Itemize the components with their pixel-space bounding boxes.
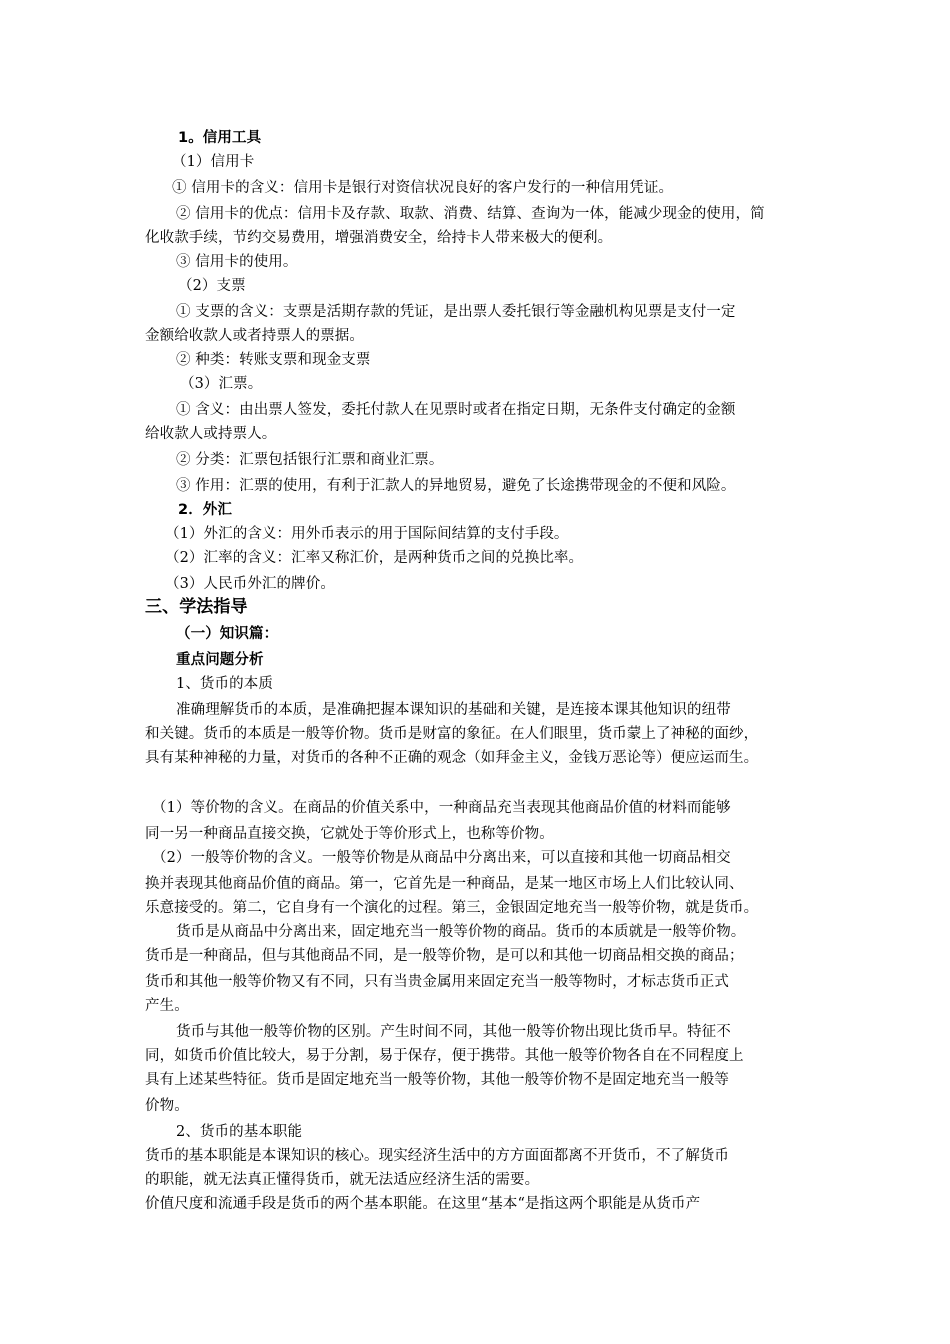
text-line: ① 信用卡的含义：信用卡是银行对资信状况良好的客户发行的一种信用凭证。 xyxy=(172,180,674,196)
text-line: 同，如货币价值比较大，易于分割，易于保存，便于携带。其他一般等价物各自在不同程度上 xyxy=(145,1048,744,1064)
text-line: 货币是一种商品，但与其他商品不同，是一般等价物，是可以和其他一切商品相交换的商品； xyxy=(145,948,744,964)
text-line: 准确理解货币的本质，是准确把握本课知识的基础和关键，是连接本课其他知识的纽带 xyxy=(176,702,731,718)
heading-credit-tools: 1。信用工具 xyxy=(178,130,262,146)
text-line: （1）外汇的含义：用外币表示的用于国际间结算的支付手段。 xyxy=(165,526,569,542)
text-line: 货币和其他一般等价物又有不同，只有当贵金属用来固定充当一般等物时，才标志货币正式 xyxy=(145,974,729,990)
subsection-heading: 重点问题分析 xyxy=(176,652,264,668)
text-line: ② 分类：汇票包括银行汇票和商业汇票。 xyxy=(176,452,444,468)
text-line: 货币的基本职能是本课知识的核心。现实经济生活中的方方面面都离不开货币，不了解货币 xyxy=(145,1148,729,1164)
text-line: 同一另一种商品直接交换，它就处于等价形式上，也称等价物。 xyxy=(145,826,554,842)
topic-heading: 2、货币的基本职能 xyxy=(176,1124,303,1140)
text-line: 产生。 xyxy=(145,998,189,1014)
text-line: （2）一般等价物的含义。一般等价物是从商品中分离出来，可以直接和其他一切商品相交 xyxy=(152,850,731,866)
text-line: 化收款手续，节约交易费用，增强消费安全，给持卡人带来极大的便利。 xyxy=(145,230,613,246)
text-line: （3）人民币外汇的牌价。 xyxy=(165,576,335,592)
text-line: 货币是从商品中分离出来，固定地充当一般等价物的商品。货币的本质就是一般等价物。 xyxy=(176,924,746,940)
text-line: ③ 信用卡的使用。 xyxy=(176,254,298,270)
text-line: 价物。 xyxy=(145,1098,189,1114)
text-line: ③ 作用：汇票的使用，有利于汇款人的异地贸易，避免了长途携带现金的不便和风险。 xyxy=(176,478,736,494)
text-line: 货币与其他一般等价物的区别。产生时间不同，其他一般等价物出现比货币早。特征不 xyxy=(176,1024,731,1040)
text-line: ① 支票的含义：支票是活期存款的凭证，是出票人委托银行等金融机构见票是支付一定 xyxy=(176,304,736,320)
section-heading: 三、学法指导 xyxy=(145,597,248,617)
subheading-check: （2）支票 xyxy=(178,278,246,294)
text-line: 和关键。货币的本质是一般等价物。货币是财富的象征。在人们眼里，货币蒙上了神秘的面纱， xyxy=(145,726,759,742)
text-line: ① 含义：由出票人签发，委托付款人在见票时或者在指定日期，无条件支付确定的金额 xyxy=(176,402,736,418)
text-line: 金额给收款人或者持票人的票据。 xyxy=(145,328,364,344)
text-line: （1）等价物的含义。在商品的价值关系中，一种商品充当表现其他商品价值的材料而能够 xyxy=(152,800,731,816)
text-line: ② 信用卡的优点：信用卡及存款、取款、消费、结算、查询为一体，能减少现金的使用，简 xyxy=(176,206,765,222)
text-line: 具有上述某些特征。货币是固定地充当一般等价物，其他一般等价物不是固定地充当一般等 xyxy=(145,1072,729,1088)
subheading-credit-card: （1）信用卡 xyxy=(172,154,255,170)
heading-foreign-exchange: 2．外汇 xyxy=(178,502,232,518)
topic-heading: 1、货币的本质 xyxy=(176,676,273,692)
text-line: 给收款人或持票人。 xyxy=(145,426,277,442)
text-line: 乐意接受的。第二，它自身有一个演化的过程。第三，金银固定地充当一般等价物，就是货币。 xyxy=(145,900,759,916)
text-line: 的职能，就无法真正懂得货币，就无法适应经济生活的需要。 xyxy=(145,1172,540,1188)
subheading-draft: （3）汇票。 xyxy=(180,376,263,392)
subsection-heading: （一）知识篇： xyxy=(176,626,279,642)
text-line: 具有某种神秘的力量，对货币的各种不正确的观念（如拜金主义，金钱万恶论等）便应运而生。 xyxy=(145,750,759,766)
text-line: （2）汇率的含义：汇率又称汇价，是两种货币之间的兑换比率。 xyxy=(165,550,584,566)
text-line: 价值尺度和流通手段是货币的两个基本职能。在这里“基本“是指这两个职能是从货币产 xyxy=(145,1196,701,1212)
text-line: ② 种类：转账支票和现金支票 xyxy=(176,352,371,368)
text-line: 换并表现其他商品价值的商品。第一，它首先是一种商品，是某一地区市场上人们比较认同、 xyxy=(145,876,744,892)
